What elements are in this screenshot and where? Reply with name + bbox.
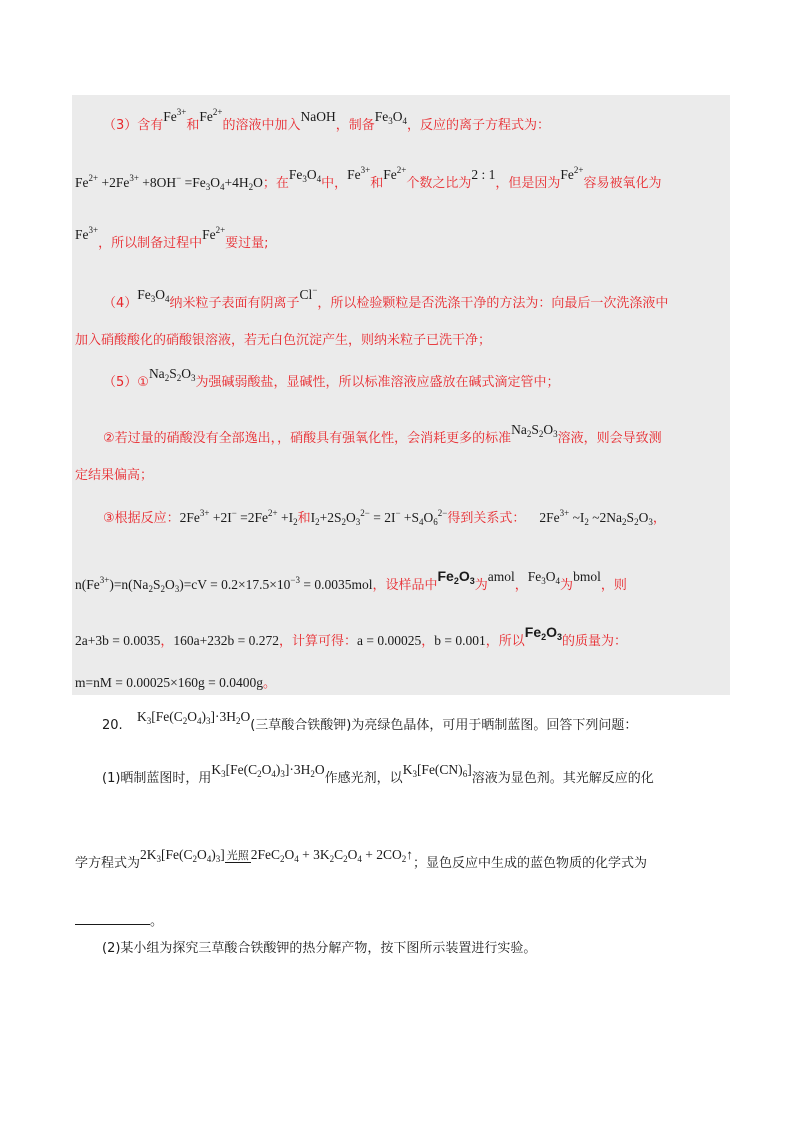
formula-naoh: NaOH (300, 109, 336, 124)
formula-fe3o4: $Fe_3O_4$ (374, 109, 407, 126)
reaction-2: $I_2+2S_2O_3^{2-} = 2I^- +S_4O_6^{2-}$ (310, 508, 448, 527)
q20-part1-line2 (75, 847, 648, 877)
q20-part1-line1 (102, 762, 654, 792)
ionic-equation: $Fe^{2+} +2Fe^{3+} +8OH^- =Fe_3O_4+4H_2O$ (75, 173, 263, 192)
text: ②若过量的硝酸没有全部逸出，，硝酸具有强氧化性，会消耗更多的标准 (103, 431, 512, 446)
formula-sensitizer: $K_3[Fe(C_2O_4)_3]\cdot 3H_2O$ (211, 762, 325, 779)
text: ，计算可得： (278, 634, 357, 649)
q19-calc-line2 (75, 624, 628, 655)
formula-fe2o3: $Fe_2O_3$ (524, 624, 563, 642)
text: （4） (103, 296, 138, 311)
text: ，所以检验颗粒是否洗涤干净的方法为：向最后一次洗涤液中 (317, 296, 669, 311)
q19-part3-line1 (75, 107, 550, 139)
q19-part5-line4 (75, 503, 666, 532)
text: ，设样品中 (372, 578, 438, 593)
text: 溶液，则会导致测 (557, 431, 662, 446)
text: 个数之比为 (406, 176, 472, 191)
text: 中， (321, 176, 348, 191)
text: ；显色反应中生成的蓝色物质的化学式为 (413, 856, 648, 871)
text: 的溶液中加入 (222, 118, 301, 133)
text: 和 (370, 176, 384, 191)
text: 容易被氧化为 (583, 176, 662, 191)
formula-cl: Cl− (299, 285, 318, 302)
q19-part5-line2 (75, 422, 662, 452)
text: (1)晒制蓝图时，用 (102, 771, 212, 786)
text: （3）含有 (103, 118, 164, 133)
formula-na2s2o3: $Na_2S_2O_3$ (148, 366, 196, 383)
q19-part5-line1 (75, 366, 560, 396)
text: ， (652, 511, 666, 526)
text: 为强碱弱酸盐，显碱性，所以标准溶液应盛放在碱式滴定管中； (195, 375, 560, 390)
answer-blank[interactable] (75, 910, 150, 925)
text: ，所以制备过程中 (98, 236, 203, 251)
text: ，所以 (485, 634, 525, 649)
question-number: 20. (102, 718, 123, 733)
text: 纳米粒子表面有阴离子 (169, 296, 300, 311)
text: (三草酸合铁酸钾)为亮绿色晶体，可用于晒制蓝图。回答下列问题： (250, 718, 638, 733)
text: 定结果偏高； (75, 468, 154, 483)
formula-potassium-ferrioxalate: $K_3[Fe(C_2O_4)_3]\cdot 3H_2O$ (136, 709, 251, 726)
text: 为 (560, 578, 574, 593)
q20-intro (102, 709, 638, 739)
value-amol: amol (487, 569, 515, 584)
text: (2)某小组为探究三草酸合铁酸钾的热分解产物，按下图所示装置进行实验。 (102, 941, 537, 956)
calc-n: $n(Fe^{3+})=n(Na_2S_2O_3)=cV = 0.2\times 17.5\times 10^{-3} = 0.0035mol$ (75, 575, 373, 594)
q20-part1-line3 (75, 910, 163, 932)
q19-final (75, 673, 276, 694)
condition-label: 光照 (226, 850, 249, 862)
text: ，则 (600, 578, 627, 593)
formula-fe3: $Fe^{3+}$ (75, 225, 99, 242)
text: 和 (297, 511, 311, 526)
text: 的质量为： (562, 634, 628, 649)
formula-fe3o4: $Fe_3O_4$ (527, 569, 561, 586)
formula-fe2: $Fe^{2+}$ (202, 225, 226, 242)
reaction-1: $2Fe^{3+} +2I^- =2Fe^{2+} +I_2$ (179, 508, 298, 527)
text: 。 (150, 914, 164, 929)
text: 得到关系式： (447, 511, 526, 526)
text: ， (421, 634, 435, 649)
formula-fe3: $Fe^{3+}$ (347, 165, 371, 182)
text: ，但是因为 (495, 176, 561, 191)
formula-fe3: $Fe^{3+}$ (163, 107, 187, 124)
q19-calc-line1 (75, 570, 627, 599)
q19-part5-line3 (75, 465, 153, 486)
text: 作感光剂，以 (324, 771, 403, 786)
q19-part3-line2 (75, 165, 662, 197)
formula-fe2o3: $Fe_2O_3$ (437, 568, 475, 586)
text: 学方程式为 (75, 856, 141, 871)
photolysis-equation: $2K_3[Fe(C_2O_4)_3]$ 光照 $2FeC_2O_4 + 3K_2C_2O_4$ + $2CO_2↑$ (140, 847, 414, 864)
condition-arrow (225, 850, 251, 863)
formula-fe3o4: $Fe_3O_4$ (288, 167, 322, 184)
result-b: b = 0.001 (434, 633, 486, 648)
formula-fe2: $Fe^{2+}$ (383, 165, 407, 182)
text: ， (514, 578, 528, 593)
text: ， (160, 634, 174, 649)
text: ；在 (262, 176, 289, 191)
eq-a-b-1: 2a+3b = 0.0035 (75, 633, 161, 648)
q19-part3-line3 (75, 225, 269, 254)
q19-part4-line2 (75, 330, 491, 351)
ratio: 2 : 1 (471, 167, 496, 182)
text: ③根据反应： (103, 511, 180, 526)
text: 要过量; (225, 236, 269, 251)
value-bmol: bmol (573, 569, 601, 584)
formula-fe2: $Fe^{2+}$ (560, 165, 584, 182)
q19-part4-line1 (75, 285, 669, 317)
text: 溶液为显色剂。其光解反应的化 (471, 771, 654, 786)
formula-na2s2o3: $Na_2S_2O_3$ (511, 422, 558, 439)
text: 和 (186, 118, 200, 133)
text: （5）① (103, 375, 149, 390)
final-mass: m=nM = 0.00025×160g = 0.0400g (75, 675, 263, 690)
text: 。 (262, 676, 276, 691)
text: ，制备 (335, 118, 375, 133)
eq-a-b-2: 160a+232b = 0.272 (173, 633, 279, 648)
q20-part2 (102, 938, 536, 959)
formula-fe3o4: $Fe_3O_4$ (137, 287, 170, 304)
text: 加入硝酸酸化的硝酸银溶液，若无白色沉淀产生，则纳米粒子已洗干净； (75, 333, 492, 348)
text: ，反应的离子方程式为： (406, 118, 550, 133)
formula-fe2: $Fe^{2+}$ (199, 107, 223, 124)
relation: $2Fe^{3+}$ $\sim I_2$ $\sim 2Na_2S_2O_3$ (539, 508, 653, 527)
formula-ferricyanide: $K_3[Fe(CN)_6]$ (402, 762, 472, 779)
result-a: a = 0.00025 (357, 633, 422, 648)
text: 为 (474, 578, 488, 593)
